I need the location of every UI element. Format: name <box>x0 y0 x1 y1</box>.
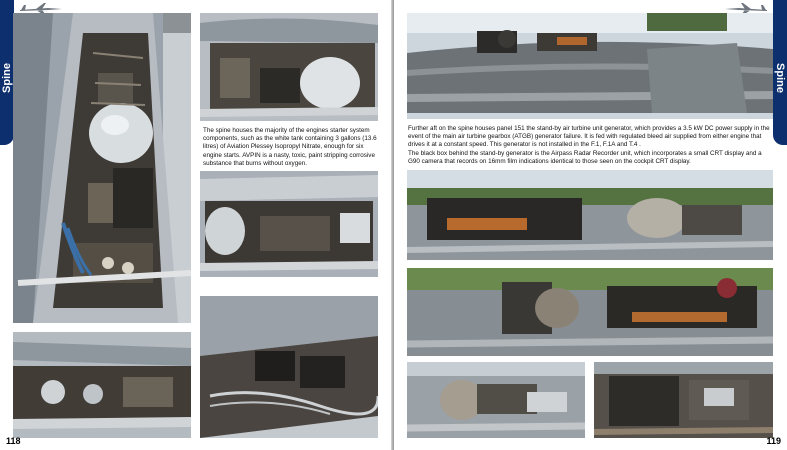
photo-recorder-unit-interior <box>594 362 773 438</box>
page-number-right: 119 <box>766 436 781 446</box>
photo-pipework-lower-bay <box>13 332 191 438</box>
right-page-caption: Further aft on the spine houses panel 151 the stand-by air turbine unit generator, which provides a 3.5 kW DC power supply in the event of the main air turbine gearbox (ATGB) generator failure. It is fed with regulated bleed air supplied from either engine that drives it at a constant speed. This generator is not installed in the F.1, F.1A and T.4 . The black box behind the stand-by generator is the Airpass Radar Recorder unit, which incorporates a small CRT display and a G90 camera that records on 16mm film indications identical to those seen on the cockpit CRT display. <box>408 125 770 165</box>
photo-spine-bay-overview <box>13 13 191 323</box>
section-tab-label-right: Spine <box>774 63 786 93</box>
photo-spine-exterior <box>407 13 773 119</box>
section-tab-left <box>0 0 14 145</box>
right-page <box>394 0 787 450</box>
photo-avpin-tank <box>200 13 378 121</box>
section-tab-label: Spine <box>1 63 13 93</box>
page-number-left: 118 <box>6 436 21 446</box>
left-page-caption: The spine houses the majority of the engines starter system components, such as the white tank containing 3 gallons (13.6 litres) of Aviation Plessey Isopropyl Nitrate, enough for six engine starts. AVPIN is a nasty, toxic, paint stripping corrosive substance that burns without oxygen. <box>203 127 377 167</box>
photo-generator-closeup <box>407 362 585 438</box>
section-tab-right <box>773 0 787 145</box>
photo-standby-generator-side <box>407 170 773 260</box>
left-page <box>0 0 393 450</box>
photo-airpass-radar-recorder <box>407 268 773 356</box>
photo-starter-components <box>200 171 378 277</box>
photo-black-boxes <box>200 296 378 438</box>
